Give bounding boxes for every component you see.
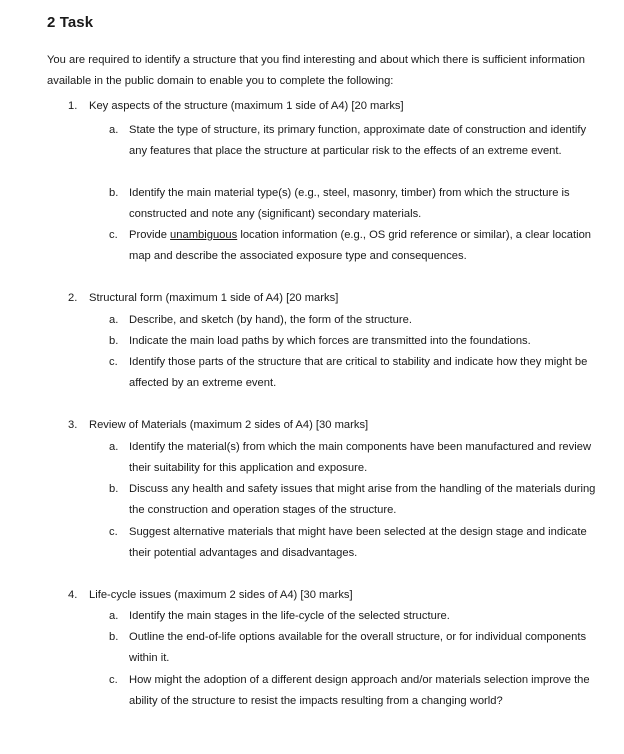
section-title: Life-cycle issues (maximum 2 sides of A4) [30 marks]: [89, 589, 353, 601]
item-text: Describe, and sketch (by hand), the form of the structure.: [129, 314, 412, 326]
item-letter: b.: [109, 187, 119, 199]
page-title: 2 Task: [47, 14, 94, 31]
item-letter: a.: [109, 124, 119, 136]
item-text: Discuss any health and safety issues that might arise from the handling of the materials during the construction and operation stages of the structure.: [129, 483, 596, 516]
section-title: Structural form (maximum 1 side of A4) [20 marks]: [89, 292, 339, 304]
item-letter: c.: [109, 526, 118, 538]
section-title: Review of Materials (maximum 2 sides of A4) [30 marks]: [89, 419, 369, 431]
item-text-start: Provide: [129, 229, 171, 241]
section-title: Key aspects of the structure (maximum 1 side of A4) [20 marks]: [89, 100, 404, 112]
section-number: 3.: [68, 419, 78, 431]
underlined-word: unambiguous: [170, 229, 238, 241]
item-letter: c.: [109, 674, 118, 686]
item-text: How might the adoption of a different design approach and/or materials selection improve the ability of the structure to resist the impacts resulting from a changing world?: [129, 674, 590, 707]
section-number: 2.: [68, 292, 78, 304]
section-number: 1.: [68, 100, 78, 112]
item-letter: a.: [109, 441, 119, 453]
item-letter: a.: [109, 314, 119, 326]
item-letter: b.: [109, 335, 119, 347]
item-text: Identify the main stages in the life-cycle of the selected structure.: [129, 610, 450, 622]
item-letter: b.: [109, 631, 119, 643]
item-letter: c.: [109, 229, 118, 241]
item-letter: b.: [109, 483, 119, 495]
item-text: Indicate the main load paths by which forces are transmitted into the foundations.: [129, 335, 531, 347]
item-text: Suggest alternative materials that might have been selected at the design stage and indicate their potential advantages and disadvantages.: [129, 526, 587, 559]
item-letter: a.: [109, 610, 119, 622]
item-text: Identify the material(s) from which the main components have been manufactured and review their suitability for this application and exposure.: [129, 441, 592, 474]
item-text: Identify those parts of the structure that are critical to stability and indicate how they might be affected by an extreme event.: [129, 356, 588, 389]
section-number: 4.: [68, 589, 78, 601]
item-letter: c.: [109, 356, 118, 368]
item-text: State the type of structure, its primary function, approximate date of construction and identify any features that place the structure at particular risk to the effects of an extreme event.: [129, 124, 587, 157]
intro-paragraph: You are required to identify a structure that you find interesting and about which there is sufficient information available in the public domain to enable you to complete the following:: [47, 54, 585, 87]
item-text: [129, 225, 599, 267]
item-text: Identify the main material type(s) (e.g., steel, masonry, timber) from which the structure is constructed and note any (significant) secondary materials.: [129, 187, 570, 220]
item-text-end: location information (e.g., OS grid reference or similar), a clear location map and describe the associated exposure type and consequences.: [129, 229, 592, 262]
item-text: Outline the end-of-life options available for the overall structure, or for individual components within it.: [129, 631, 587, 664]
